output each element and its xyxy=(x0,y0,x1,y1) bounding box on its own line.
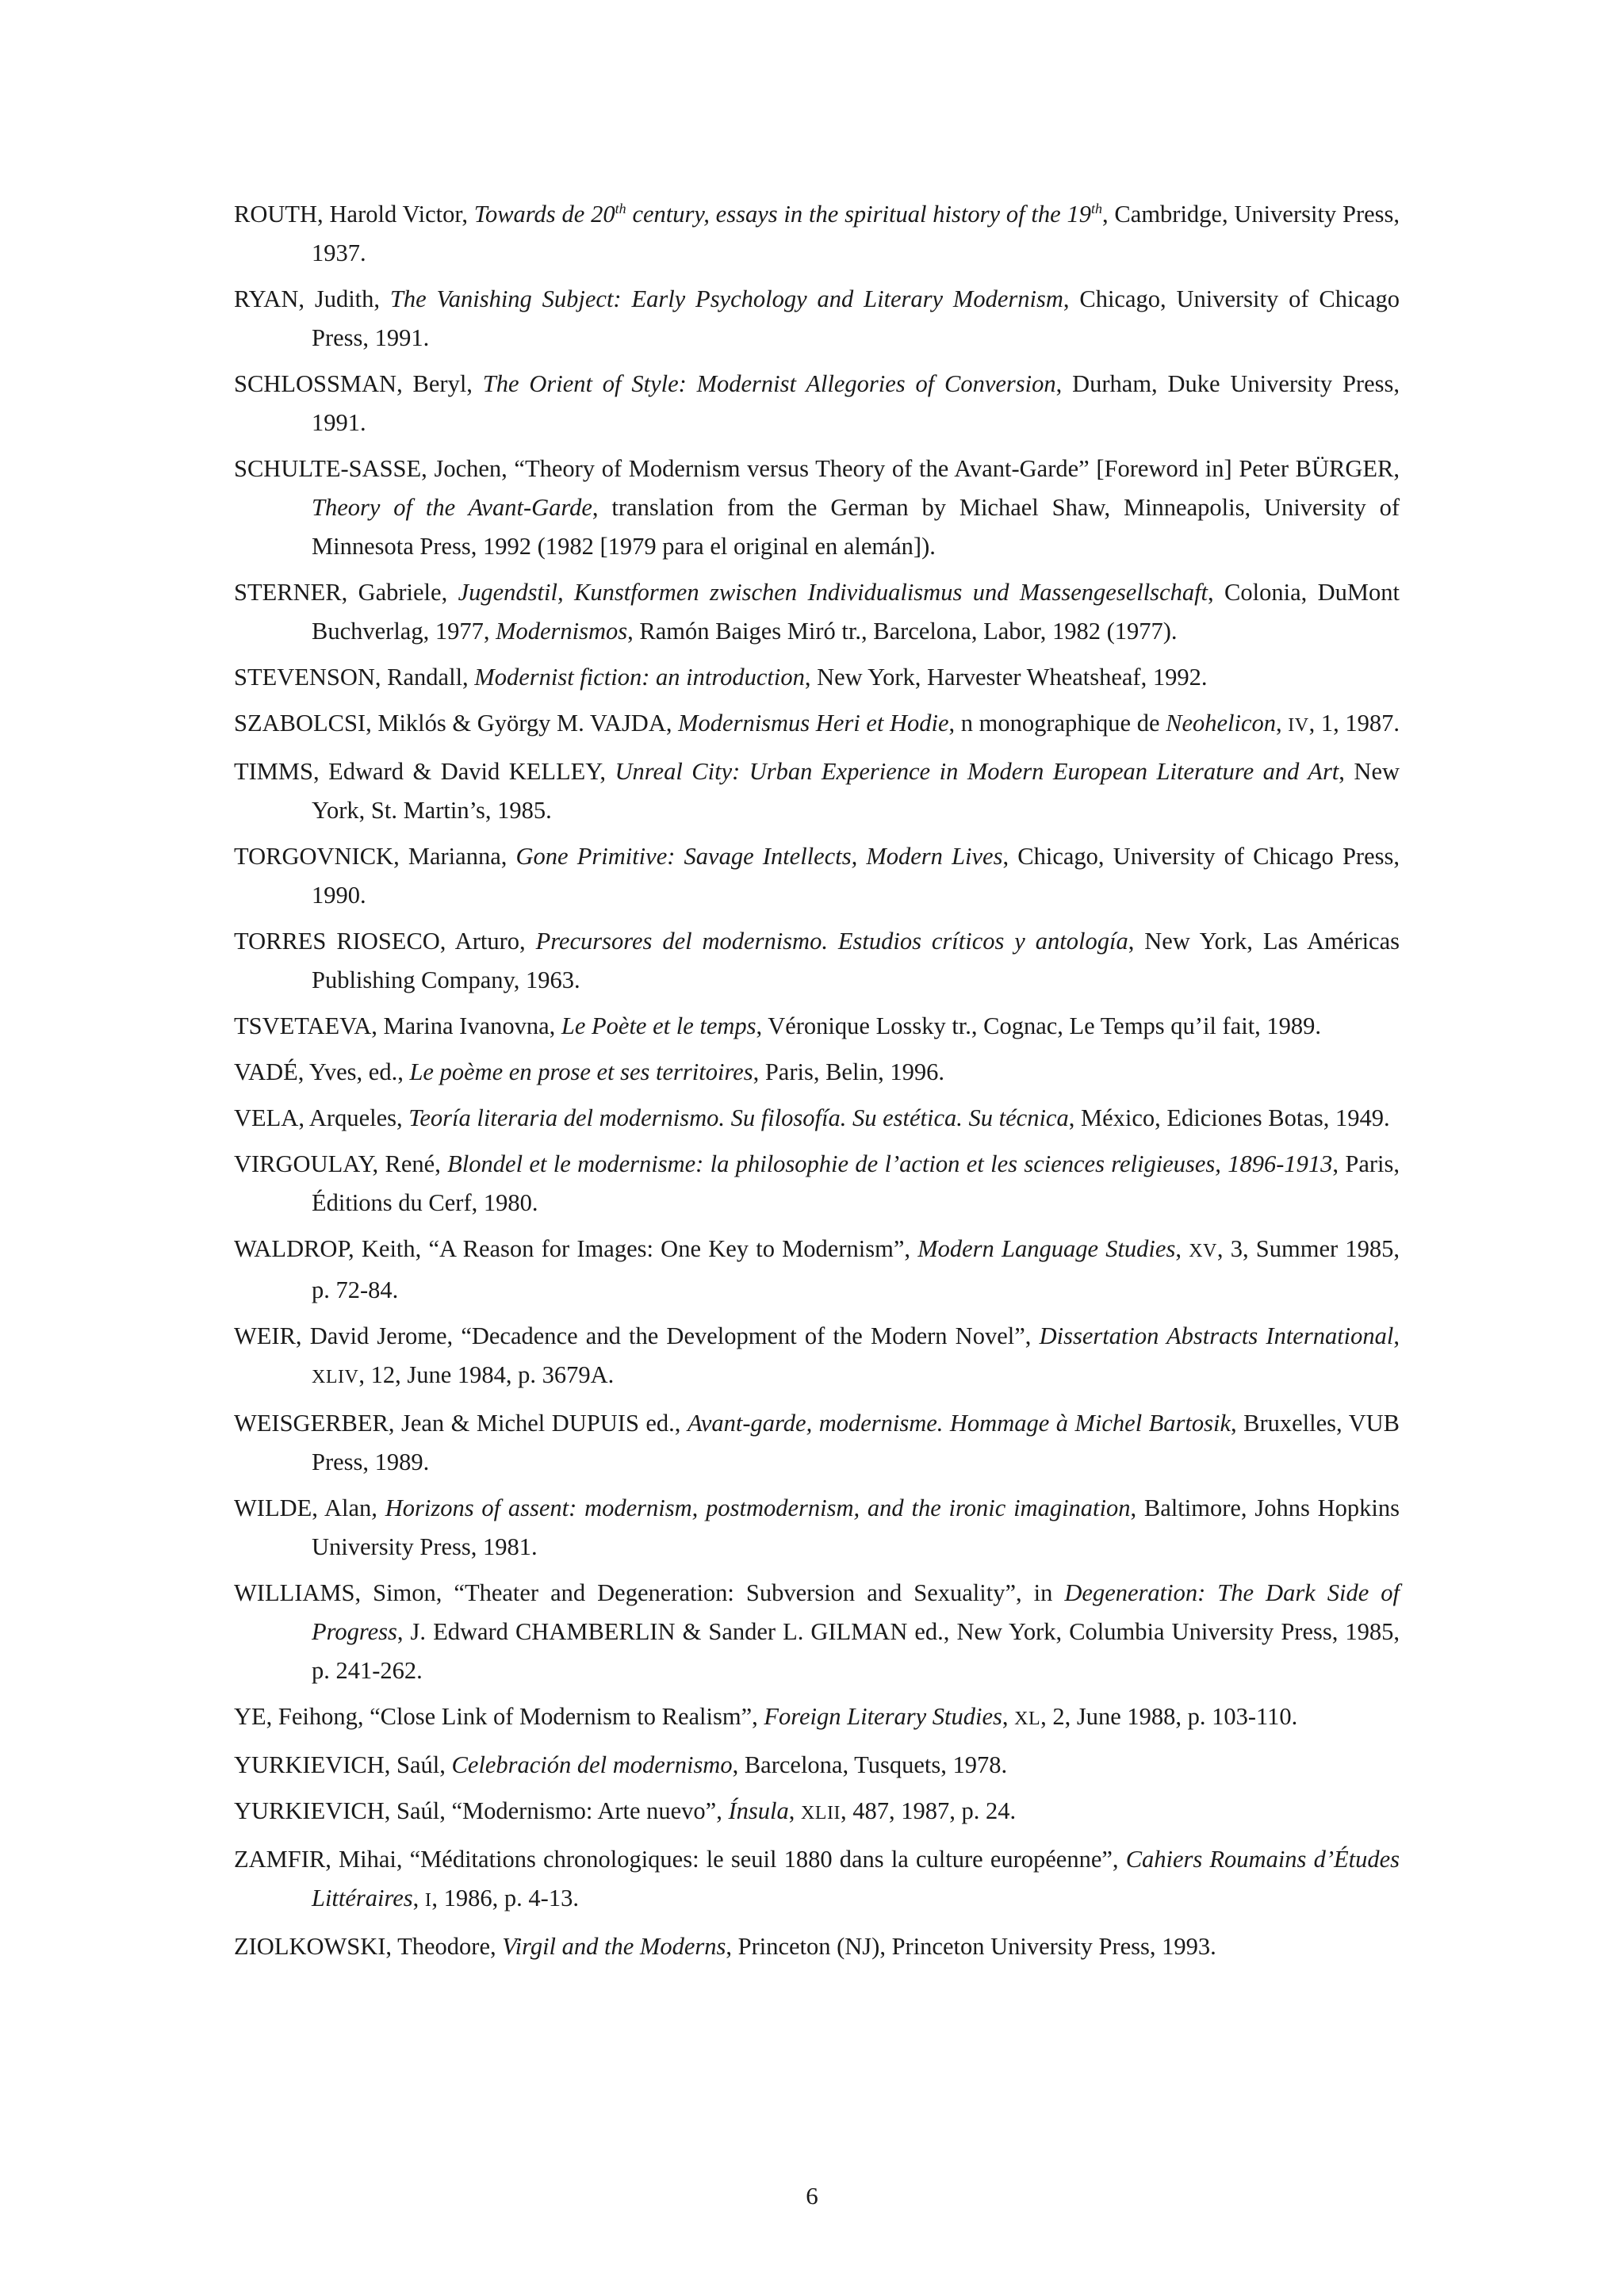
bibliography-entry: TORGOVNICK, Marianna, Gone Primitive: Savage Intellects, Modern Lives, Chicago, University of Chicago Press, 1990. xyxy=(234,843,1400,909)
bibliography-entry: WEIR, David Jerome, “Decadence and the Development of the Modern Novel”, Dissertation Abstracts International, XLIV, 12, June 1984, p. 3679A. xyxy=(234,1322,1400,1388)
bibliography-entry: VIRGOULAY, René, Blondel et le modernisme: la philosophie de l’action et les sciences religieuses, 1896-1913, Paris, Éditions du Cerf, 1980. xyxy=(234,1150,1400,1216)
bibliography-entry: RYAN, Judith, The Vanishing Subject: Early Psychology and Literary Modernism, Chicago, University of Chicago Press, 1991. xyxy=(234,285,1400,351)
bibliography-entry: WILDE, Alan, Horizons of assent: modernism, postmodernism, and the ironic imagination, Baltimore, Johns Hopkins University Press, 1981. xyxy=(234,1494,1400,1560)
bibliography-entry: SZABOLCSI, Miklós & György M. VAJDA, Modernismus Heri et Hodie, n monographique de Neohelicon, IV, 1, 1987. xyxy=(234,710,1400,737)
bibliography-entry: WEISGERBER, Jean & Michel DUPUIS ed., Avant-garde, modernisme. Hommage à Michel Bartosik, Bruxelles, VUB Press, 1989. xyxy=(234,1410,1400,1475)
page-number: 6 xyxy=(806,2182,818,2210)
bibliography-entry: WALDROP, Keith, “A Reason for Images: One Key to Modernism”, Modern Language Studies, XV, 3, Summer 1985, p. 72-84. xyxy=(234,1235,1400,1303)
bibliography-entry: VADÉ, Yves, ed., Le poème en prose et ses territoires, Paris, Belin, 1996. xyxy=(234,1058,945,1085)
bibliography-entry: ROUTH, Harold Victor, Towards de 20th century, essays in the spiritual history of the 19th, Cambridge, University Press, 1937. xyxy=(234,200,1400,266)
bibliography-entry: ZIOLKOWSKI, Theodore, Virgil and the Moderns, Princeton (NJ), Princeton University Press, 1993. xyxy=(234,1933,1216,1960)
bibliography-entry: SCHLOSSMAN, Beryl, The Orient of Style: Modernist Allegories of Conversion, Durham, Duke University Press, 1991. xyxy=(234,370,1400,436)
bibliography-entry: TIMMS, Edward & David KELLEY, Unreal City: Urban Experience in Modern European Literature and Art, New York, St. Martin’s, 1985. xyxy=(234,758,1400,824)
bibliography-entry: SCHULTE-SASSE, Jochen, “Theory of Modernism versus Theory of the Avant-Garde” [Foreword in] Peter BÜRGER, Theory of the Avant-Garde, translation from the German by Michael Shaw, Minneapolis, University of Minnesota Press, 1992 (1982 [1979 para el original en alemán]). xyxy=(234,455,1400,560)
bibliography-entry: YURKIEVICH, Saúl, “Modernismo: Arte nuevo”, Ínsula, XLII, 487, 1987, p. 24. xyxy=(234,1797,1017,1824)
bibliography-entry: YE, Feihong, “Close Link of Modernism to Realism”, Foreign Literary Studies, XL, 2, June 1988, p. 103-110. xyxy=(234,1703,1298,1730)
bibliography-entry: TORRES RIOSECO, Arturo, Precursores del modernismo. Estudios críticos y antología, New York, Las Américas Publishing Company, 1963. xyxy=(234,928,1400,993)
bibliography-entry: STEVENSON, Randall, Modernist fiction: an introduction, New York, Harvester Wheatsheaf, 1992. xyxy=(234,664,1208,691)
bibliography-entry: WILLIAMS, Simon, “Theater and Degeneration: Subversion and Sexuality”, in Degeneration: The Dark Side of Progress, J. Edward CHAMBERLIN & Sander L. GILMAN ed., New York, Columbia University Press, 1985, p. 241-262. xyxy=(234,1579,1400,1684)
bibliography-entry: ZAMFIR, Mihai, “Méditations chronologiques: le seuil 1880 dans la culture européenne”, Cahiers Roumains d’Études Littéraires, I, 1986, p. 4-13. xyxy=(234,1846,1400,1911)
bibliography-list xyxy=(234,195,1400,1973)
bibliography-entry: STERNER, Gabriele, Jugendstil, Kunstformen zwischen Individualismus und Massengesellschaft, Colonia, DuMont Buchverlag, 1977, Modernismos, Ramón Baiges Miró tr., Barcelona, Labor, 1982 (1977). xyxy=(234,579,1400,645)
bibliography-entry: VELA, Arqueles, Teoría literaria del modernismo. Su filosofía. Su estética. Su técnica, México, Ediciones Botas, 1949. xyxy=(234,1104,1390,1131)
bibliography-entry: TSVETAEVA, Marina Ivanovna, Le Poète et le temps, Véronique Lossky tr., Cognac, Le Temps qu’il fait, 1989. xyxy=(234,1012,1322,1039)
bibliography-entry: YURKIEVICH, Saúl, Celebración del modernismo, Barcelona, Tusquets, 1978. xyxy=(234,1751,1008,1778)
